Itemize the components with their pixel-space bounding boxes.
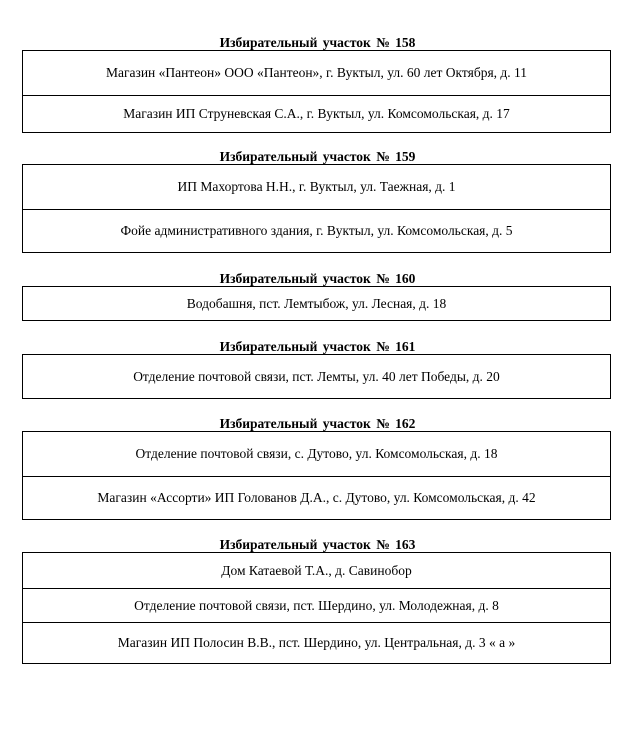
polling-station-row: Магазин ИП Полосин В.В., пст. Шердино, ул. Центральная, д. 3 « а » [23, 622, 610, 663]
polling-station-row: Магазин «Ассорти» ИП Голованов Д.А., с. Дутово, ул. Комсомольская, д. 42 [23, 476, 610, 519]
polling-station-row: Дом Катаевой Т.А., д. Савинобор [221, 562, 412, 578]
polling-station-table-163 [22, 552, 611, 664]
polling-station-row: Отделение почтовой связи, с. Дутово, ул. Комсомольская, д. 18 [135, 446, 498, 461]
section-title-161: Избирательный участок № 161 [219, 339, 416, 354]
polling-station-row: Водобашня, пст. Лемтыбож, ул. Лесная, д. 18 [186, 295, 447, 311]
polling-station-row: Магазин ИП Струневская С.А., г. Вуктыл, ул. Комсомольская, д. 17 [23, 95, 610, 132]
polling-station-row: Магазин «Пантеон» ООО «Пантеон», г. Вуктыл, ул. 60 лет Октября, д. 11 [105, 65, 528, 80]
polling-station-table-159 [22, 164, 611, 253]
section-title-158: Избирательный участок № 158 [219, 35, 416, 50]
polling-station-row: Отделение почтовой связи, пст. Лемты, ул. 40 лет Победы, д. 20 [133, 368, 500, 384]
section-title-162: Избирательный участок № 162 [219, 416, 416, 431]
polling-station-table-161 [22, 354, 611, 399]
polling-station-table-160 [22, 286, 611, 321]
polling-station-table-158 [22, 50, 611, 133]
section-title-160: Избирательный участок № 160 [219, 271, 416, 286]
polling-station-row: Фойе административного здания, г. Вуктыл, ул. Комсомольская, д. 5 [23, 209, 610, 252]
section-title-159: Избирательный участок № 159 [219, 149, 416, 164]
section-title-163: Избирательный участок № 163 [219, 537, 416, 552]
polling-station-row: Отделение почтовой связи, пст. Шердино, ул. Молодежная, д. 8 [23, 588, 610, 622]
polling-station-row: ИП Махортова Н.Н., г. Вуктыл, ул. Таежная, д. 1 [177, 179, 456, 194]
polling-station-table-162 [22, 431, 611, 520]
